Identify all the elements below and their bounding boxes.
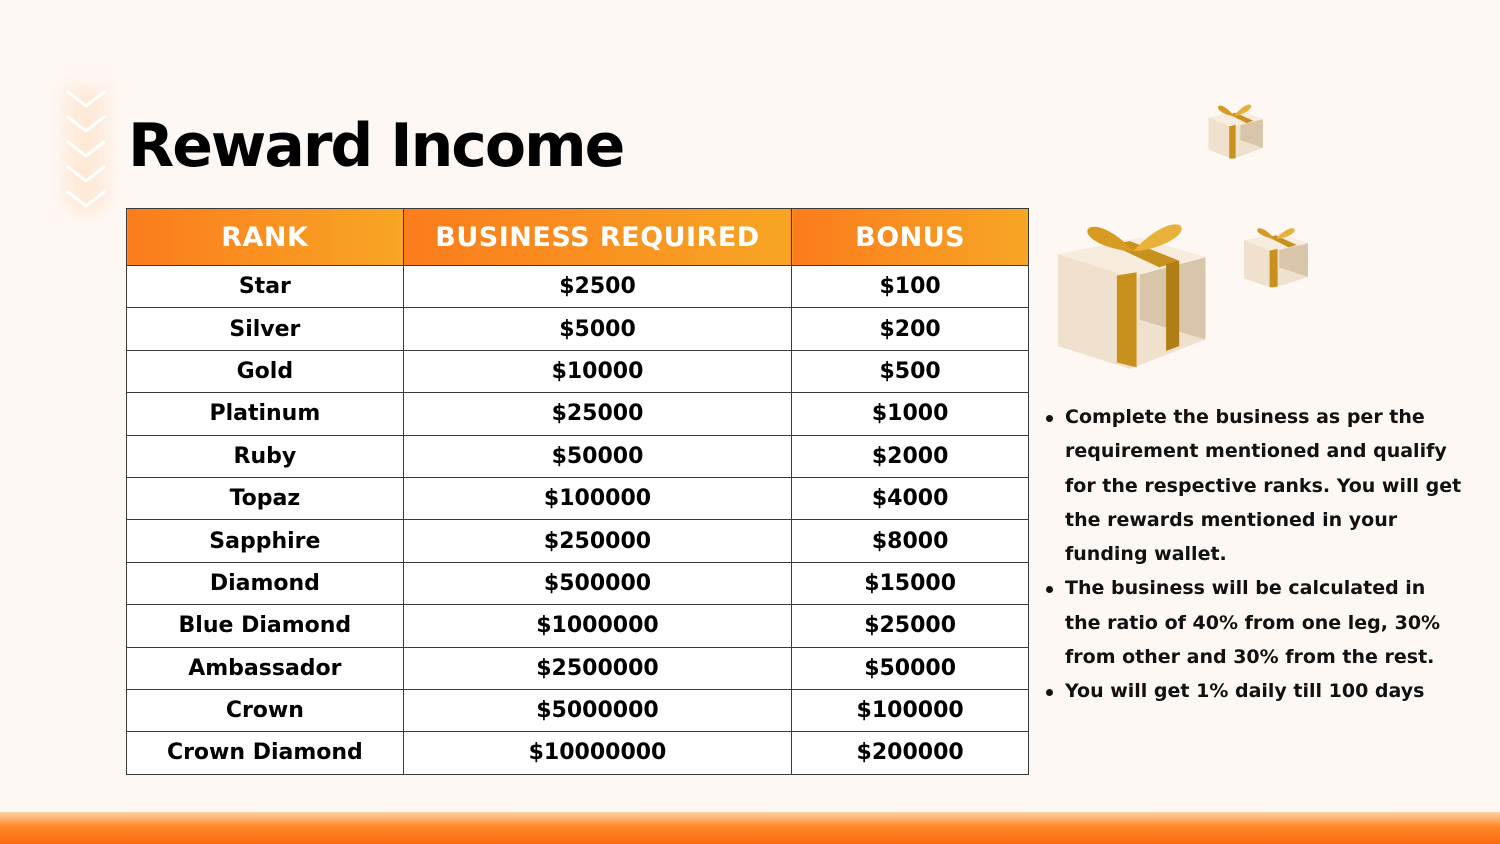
table-row: [127, 266, 1029, 308]
rank-cell: Sapphire: [127, 520, 404, 562]
table-row: [127, 477, 1029, 519]
bonus-cell: $100: [792, 266, 1029, 308]
table-row: [127, 435, 1029, 477]
rank-cell: Ruby: [127, 435, 404, 477]
bonus-cell: $200: [792, 308, 1029, 350]
table-row: [127, 562, 1029, 604]
table-row: [127, 308, 1029, 350]
gift-box-icon: [1048, 204, 1212, 370]
business-cell: $1000000: [403, 605, 792, 647]
table-row: [127, 520, 1029, 562]
rank-cell: Platinum: [127, 393, 404, 435]
bonus-cell: $25000: [792, 605, 1029, 647]
business-cell: $250000: [403, 520, 792, 562]
bonus-cell: $2000: [792, 435, 1029, 477]
rank-cell: Topaz: [127, 477, 404, 519]
bonus-cell: $100000: [792, 689, 1029, 731]
rank-cell: Silver: [127, 308, 404, 350]
bonus-cell: $50000: [792, 647, 1029, 689]
rank-cell: Star: [127, 266, 404, 308]
business-cell: $5000: [403, 308, 792, 350]
note-item: The business will be calculated in the ratio of 40% from one leg, 30% from other and 30% from the rest.: [1044, 571, 1464, 674]
bottom-accent-bar: [0, 812, 1500, 844]
business-cell: $2500: [403, 266, 792, 308]
table-row: [127, 350, 1029, 392]
business-cell: $500000: [403, 562, 792, 604]
bonus-cell: $1000: [792, 393, 1029, 435]
table-row: [127, 393, 1029, 435]
note-item: Complete the business as per the requirement mentioned and qualify for the respective ranks. You will get the rewards mentioned in your funding wallet.: [1044, 400, 1464, 571]
table-header-row: [127, 209, 1029, 266]
header-rank: RANK: [127, 209, 404, 266]
note-item: You will get 1% daily till 100 days: [1044, 674, 1464, 708]
gift-box-icon: [1192, 84, 1276, 164]
rank-cell: Diamond: [127, 562, 404, 604]
business-cell: $10000000: [403, 732, 792, 774]
business-cell: $50000: [403, 435, 792, 477]
gift-box-icon: [1236, 212, 1316, 294]
table-row: [127, 732, 1029, 774]
bonus-cell: $8000: [792, 520, 1029, 562]
table-row: [127, 689, 1029, 731]
business-cell: $100000: [403, 477, 792, 519]
business-cell: $5000000: [403, 689, 792, 731]
page-title: Reward Income: [128, 111, 624, 181]
rank-cell: Blue Diamond: [127, 605, 404, 647]
table-row: [127, 647, 1029, 689]
reward-table: [126, 208, 1029, 775]
rank-cell: Ambassador: [127, 647, 404, 689]
bonus-cell: $4000: [792, 477, 1029, 519]
table-row: [127, 605, 1029, 647]
bonus-cell: $200000: [792, 732, 1029, 774]
bonus-cell: $500: [792, 350, 1029, 392]
rank-cell: Gold: [127, 350, 404, 392]
rank-cell: Crown Diamond: [127, 732, 404, 774]
bonus-cell: $15000: [792, 562, 1029, 604]
business-cell: $10000: [403, 350, 792, 392]
chevron-down-stack-icon: [58, 86, 114, 214]
business-cell: $2500000: [403, 647, 792, 689]
rank-cell: Crown: [127, 689, 404, 731]
business-cell: $25000: [403, 393, 792, 435]
reward-notes: [1044, 400, 1464, 709]
header-bonus: BONUS: [792, 209, 1029, 266]
header-business-required: BUSINESS REQUIRED: [403, 209, 792, 266]
